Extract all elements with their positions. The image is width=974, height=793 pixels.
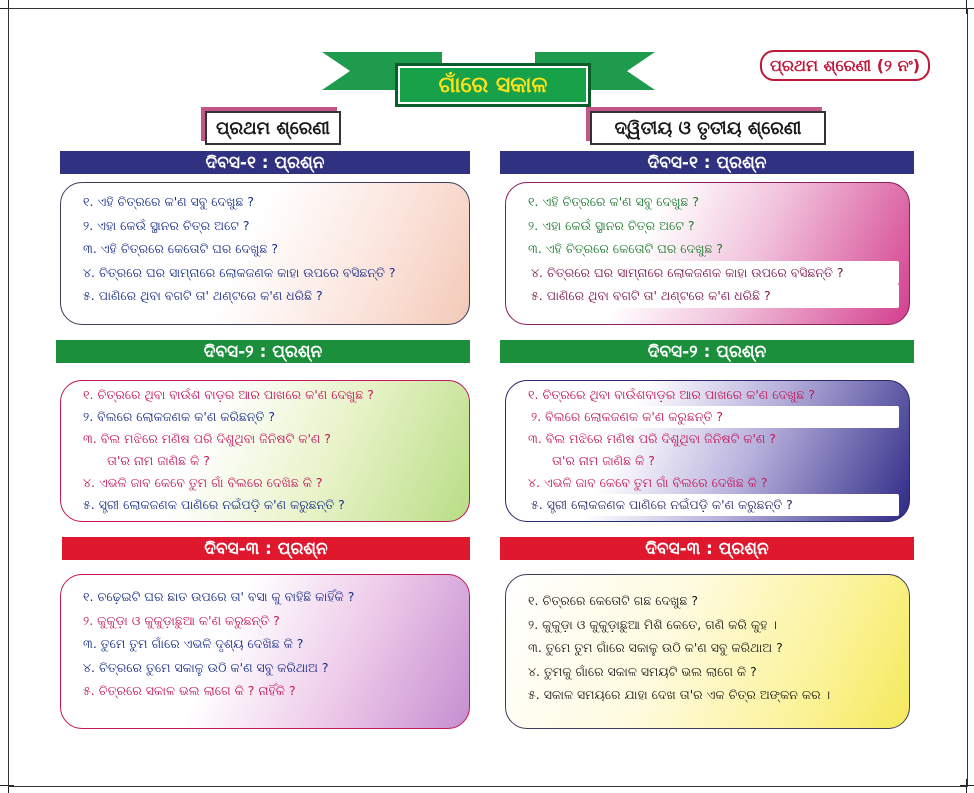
right-day2-bar: ଦିବସ-୨ : ପ୍ରଶ୍ନ bbox=[500, 340, 914, 363]
left-column-heading: ପ୍ରଥମ ଶ୍ରେଣୀ bbox=[205, 111, 341, 145]
left-day2-card bbox=[60, 380, 470, 522]
question: ୫. ସ୍ତ୍ରୀ ଲୋକଜଣକ ପାଣିରେ ନଇଁପଡ଼ି କ'ଣ କରୁଛନ୍ତି ? bbox=[83, 497, 345, 512]
question: ୧. ଏହି ଚିତ୍ରରେ କ'ଣ ସବୁ ଦେଖୁଛ ? bbox=[528, 194, 699, 209]
question: ୩. ବିଲ ମଝିରେ ମଣିଷ ପରି ଦିଶୁଥିବା ଜିନିଷଟି କ'ଣ ? bbox=[83, 431, 331, 446]
question: ୫. ପାଣିରେ ଥିବା ବଗଟି ତା' ଥଣ୍ଟରେ କ'ଣ ଧରିଛି ? bbox=[528, 284, 899, 308]
left-day3-card bbox=[60, 574, 470, 729]
right-day2-card bbox=[505, 380, 910, 522]
question: ୫. ପାଣିରେ ଥିବା ବଗଟି ତା' ଥଣ୍ଟରେ କ'ଣ ଧରିଛି ? bbox=[83, 288, 323, 303]
question: ୨. ଏହା କେଉଁ ସ୍ଥାନର ଚିତ୍ର ଅଟେ ? bbox=[83, 217, 250, 233]
right-day1-card bbox=[505, 182, 910, 325]
question: ୩. ତୁମେ ତୁମ ଗାଁରେ ସକାଳୁ ଉଠି କ'ଣ ସବୁ କରିଥାଅ ? bbox=[528, 640, 783, 655]
question: ୨. କୁକୁଡ଼ା ଓ କୁକୁଡ଼ାଛୁଆ କ'ଣ କରୁଛନ୍ତି ? bbox=[83, 612, 280, 628]
question: ୧. ଚିତ୍ରରେ କେତୋଟି ଗଛ ଦେଖୁଛ ? bbox=[528, 593, 699, 608]
right-day1-bar: ଦିବସ-୧ : ପ୍ରଶ୍ନ bbox=[500, 151, 914, 174]
question: ୪. ତୁମକୁ ଗାଁରେ ସକାଳ ସମୟଟି ଭଲ ଲାଗେ କି ? bbox=[528, 663, 757, 679]
question-continuation: ତା'ର ନାମ ଜାଣିଛ କି ? bbox=[552, 453, 655, 468]
left-day3-bar: ଦିବସ-୩ : ପ୍ରଶ୍ନ bbox=[62, 537, 470, 560]
right-column-heading: ଦ୍ୱିତୀୟ ଓ ତୃତୀୟ ଶ୍ରେଣୀ bbox=[590, 111, 826, 145]
question: ୪. ଏଭଳି ଜାବ କେବେ ତୁମ ଗାଁ ବିଲରେ ଦେଖିଛ କି ? bbox=[83, 475, 323, 490]
left-day2-bar: ଦିବସ-୨ : ପ୍ରଶ୍ନ bbox=[56, 340, 470, 363]
question: ୪. ଚିତ୍ରରେ ଘର ସାମ୍ନାରେ ଲୋକଜଣକ କାହା ଉପରେ ବସିଛନ୍ତି ? bbox=[528, 261, 899, 285]
right-day3-card bbox=[505, 574, 910, 729]
question: ୧. ଚଢ଼େଇଟି ଘର ଛାତ ଉପରେ ତା' ବସା କୁ ବାହିଛି କାହିଁକି ? bbox=[83, 589, 355, 604]
question: ୨. ବିଲରେ ଲୋକଜଣକ କ'ଣ କରୁଛନ୍ତି ? bbox=[528, 406, 899, 428]
question: ୨. କୁକୁଡ଼ା ଓ କୁକୁଡ଼ାଛୁଆ ମିଶି କେତେ, ଗଣି କରି କୁହ । bbox=[528, 616, 777, 632]
question: ୫. ସକାଳ ସମୟରେ ଯାହା ଦେଖ ତା'ର ଏକ ଚିତ୍ର ଅଙ୍କନ କର । bbox=[528, 687, 831, 702]
question: ୧. ଏହି ଚିତ୍ରରେ କ'ଣ ସବୁ ଦେଖୁଛ ? bbox=[83, 194, 254, 209]
question: ୨. ବିଲରେ ଲୋକଜଣକ କ'ଣ କରିଛନ୍ତି ? bbox=[83, 409, 276, 424]
question: ୪. ଚିତ୍ରରେ ତୁମେ ସକାଳୁ ଉଠି କ'ଣ ସବୁ କରିଥାଅ ? bbox=[83, 659, 329, 675]
question: ୫. ସ୍ତ୍ରୀ ଲୋକଜଣକ ପାଣିରେ ନଇଁପଡ଼ି କ'ଣ କରୁଛନ୍ତି ? bbox=[528, 494, 899, 516]
left-day1-bar: ଦିବସ-୧ : ପ୍ରଶ୍ନ bbox=[60, 151, 470, 174]
right-day3-bar: ଦିବସ-୩ : ପ୍ରଶ୍ନ bbox=[500, 537, 914, 560]
page-title: ଗାଁରେ ସକାଳ bbox=[395, 63, 591, 107]
question-continuation: ତା'ର ନାମ ଜାଣିଛ କି ? bbox=[107, 453, 210, 468]
left-day1-card bbox=[60, 182, 470, 325]
grade-tag: ପ୍ରଥମ ଶ୍ରେଣୀ (୨ ନଂ) bbox=[760, 50, 930, 81]
question: ୫. ଚିତ୍ରରେ ସକାଳ ଭଲ ଲାଗେ କି ? ନାହିଁକି ? bbox=[83, 683, 296, 698]
question: ୩. ବିଲ ମଝିରେ ମଣିଷ ପରି ଦିଶୁଥିବା ଜିନିଷଟି କ'ଣ ? bbox=[528, 431, 776, 446]
question: ୧. ଚିତ୍ରରେ ଥିବା ବାଉଁଶବାଡ଼ର ଆର ପାଖରେ କ'ଣ ଦେଖୁଛ ? bbox=[528, 387, 815, 402]
question: ୪. ଏଭଳି ଜାବ କେବେ ତୁମ ଗାଁ ବିଲରେ ଦେଖିଛ କି ? bbox=[528, 475, 768, 490]
question: ୩. ଏହି ଚିତ୍ରରେ କେତୋଟି ଘର ଦେଖୁଛ ? bbox=[528, 241, 724, 256]
question: ୩. ଏହି ଚିତ୍ରରେ କେତୋଟି ଘର ଦେଖୁଛ ? bbox=[83, 241, 279, 256]
question: ୪. ଚିତ୍ରରେ ଘର ସାମ୍ନାରେ ଲୋକଜଣକ କାହା ଉପରେ ବସିଛନ୍ତି ? bbox=[83, 264, 396, 280]
question: ୨. ଏହା କେଉଁ ସ୍ଥାନର ଚିତ୍ର ଅଟେ ? bbox=[528, 217, 695, 233]
question: ୧. ଚିତ୍ରରେ ଥିବା ବାଉଁଶ ବାଡ଼ର ଆର ପାଖରେ କ'ଣ ଦେଖୁଛ ? bbox=[83, 387, 374, 402]
question: ୩. ତୁମେ ତୁମ ଗାଁରେ ଏଭଳି ଦୃଶ୍ୟ ଦେଖିଛ କି ? bbox=[83, 636, 304, 651]
